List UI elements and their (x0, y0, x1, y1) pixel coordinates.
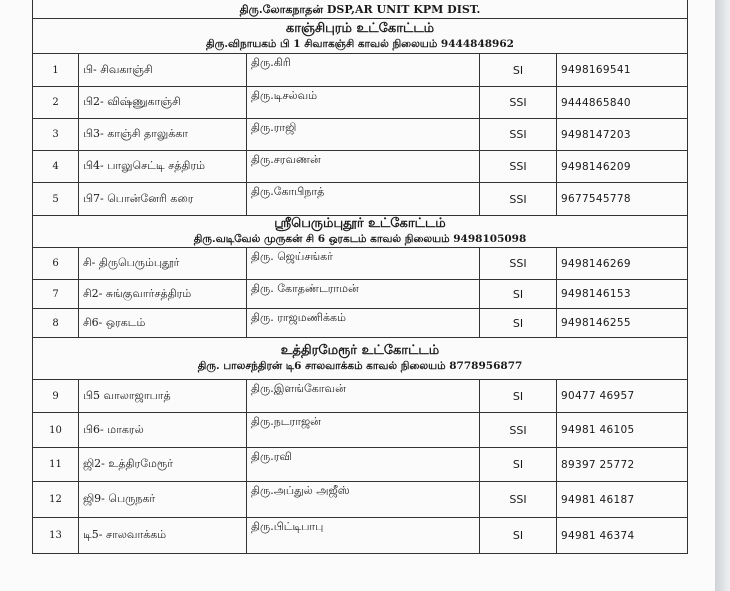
serial-number: 8 (33, 309, 79, 338)
officer-rank: SSI (480, 413, 557, 448)
subdivision-officer: திரு. பாலசந்திரன் டி6 சாலவாக்கம் காவல் நிலையம் 8778956877 (197, 360, 523, 372)
officer-rank: SI (480, 280, 557, 309)
serial-number: 7 (33, 280, 79, 309)
police-station: பி5 வாலாஜாபாத் (79, 380, 247, 413)
phone-number: 9444865840 (557, 87, 688, 119)
phone-number: 9498146269 (557, 248, 688, 280)
table-row (33, 448, 688, 482)
police-station: டி5- சாலவாக்கம் (79, 518, 247, 554)
serial-number: 10 (33, 413, 79, 448)
table-row (33, 119, 688, 151)
officer-rank: SSI (480, 183, 557, 216)
table-row (33, 518, 688, 554)
serial-number: 1 (33, 54, 79, 87)
subdivision-cell (33, 19, 688, 54)
subdivision-cell (33, 338, 688, 380)
table-row (33, 54, 688, 87)
serial-number: 12 (33, 482, 79, 518)
table-row (33, 151, 688, 183)
subdivision-officer: திரு.விநாயகம் பி 1 சிவாகஞ்சி காவல் நிலையம் 9444848962 (206, 37, 514, 50)
officer-name: திரு.ரவி (247, 448, 480, 482)
subdivision-title: காஞ்சிபுரம் உட்கோட்டம் (285, 20, 435, 36)
officer-name: திரு.டிசல்வம் (247, 87, 480, 119)
header-row (33, 0, 688, 19)
serial-number: 9 (33, 380, 79, 413)
officer-rank: SSI (480, 119, 557, 151)
phone-number: 94981 46374 (557, 518, 688, 554)
police-contact-table (32, 0, 688, 554)
table-row (33, 183, 688, 216)
officer-name: திரு.பிட்டிபாபு (247, 518, 480, 554)
table-row (33, 87, 688, 119)
police-station: பி7- பொன்னேரி கரை (79, 183, 247, 216)
officer-name: திரு.நடராஜன் (247, 413, 480, 448)
officer-rank: SSI (480, 482, 557, 518)
police-station: சி2- சுங்குவார்சத்திரம் (79, 280, 247, 309)
police-station: பி2- விஷ்ணுகாஞ்சி (79, 87, 247, 119)
table-row (33, 380, 688, 413)
serial-number: 3 (33, 119, 79, 151)
phone-number: 94981 46187 (557, 482, 688, 518)
officer-name: திரு.கோபிநாத் (247, 183, 480, 216)
police-station: சி6- ஒரகடம் (79, 309, 247, 338)
officer-name: திரு.கிரி (247, 54, 480, 87)
police-station: பி- சிவகாஞ்சி (79, 54, 247, 87)
serial-number: 6 (33, 248, 79, 280)
serial-number: 13 (33, 518, 79, 554)
phone-number: 9498147203 (557, 119, 688, 151)
subdivision-header (33, 216, 688, 248)
police-station: பி4- பாலுசெட்டி சத்திரம் (79, 151, 247, 183)
police-station: சி- திருபெரும்புதூர் (79, 248, 247, 280)
police-station: பி3- காஞ்சி தாலுக்கா (79, 119, 247, 151)
phone-number: 9677545778 (557, 183, 688, 216)
serial-number: 2 (33, 87, 79, 119)
officer-name: திரு.சரவணன் (247, 151, 480, 183)
officer-rank: SI (480, 448, 557, 482)
officer-heading: திரு.லோகநாதன் DSP,AR UNIT KPM DIST. (33, 0, 688, 19)
table-body (33, 0, 688, 554)
officer-name: திரு.இளங்கோவன் (247, 380, 480, 413)
phone-number: 89397 25772 (557, 448, 688, 482)
officer-name: திரு. ஜெய்சங்கர் (247, 248, 480, 280)
subdivision-officer: திரு.வடிவேல் முருகன் சி 6 ஒரகடம் காவல் நிலையம் 9498105098 (193, 233, 527, 245)
subdivision-title: உத்திரமேரூர் உட்கோட்டம் (280, 343, 440, 358)
table-row (33, 248, 688, 280)
officer-rank: SI (480, 518, 557, 554)
table-row (33, 413, 688, 448)
police-station: ஜி9- பெருநகர் (79, 482, 247, 518)
phone-number: 9498146209 (557, 151, 688, 183)
officer-name: திரு. ராஜமணிக்கம் (247, 309, 480, 338)
serial-number: 11 (33, 448, 79, 482)
officer-rank: SSI (480, 151, 557, 183)
table-row (33, 309, 688, 338)
subdivision-header (33, 338, 688, 380)
serial-number: 5 (33, 183, 79, 216)
officer-name: திரு.ராஜி (247, 119, 480, 151)
phone-number: 9498169541 (557, 54, 688, 87)
phone-number: 9498146255 (557, 309, 688, 338)
table-row (33, 280, 688, 309)
officer-rank: SI (480, 380, 557, 413)
officer-rank: SI (480, 54, 557, 87)
officer-name: திரு.அப்துல் அஜீஸ் (247, 482, 480, 518)
police-station: ஜி2- உத்திரமேரூர் (79, 448, 247, 482)
phone-number: 90477 46957 (557, 380, 688, 413)
subdivision-cell (33, 216, 688, 248)
police-station: பி6- மாகரல் (79, 413, 247, 448)
officer-name: திரு. கோதண்டராமன் (247, 280, 480, 309)
phone-number: 9498146153 (557, 280, 688, 309)
page-edge-shadow (715, 0, 730, 591)
table-row (33, 482, 688, 518)
officer-rank: SSI (480, 87, 557, 119)
phone-number: 94981 46105 (557, 413, 688, 448)
subdivision-title: ஸ்ரீபெரும்புதூர் உட்கோட்டம் (274, 216, 446, 231)
officer-rank: SI (480, 309, 557, 338)
officer-rank: SSI (480, 248, 557, 280)
subdivision-header (33, 19, 688, 54)
serial-number: 4 (33, 151, 79, 183)
